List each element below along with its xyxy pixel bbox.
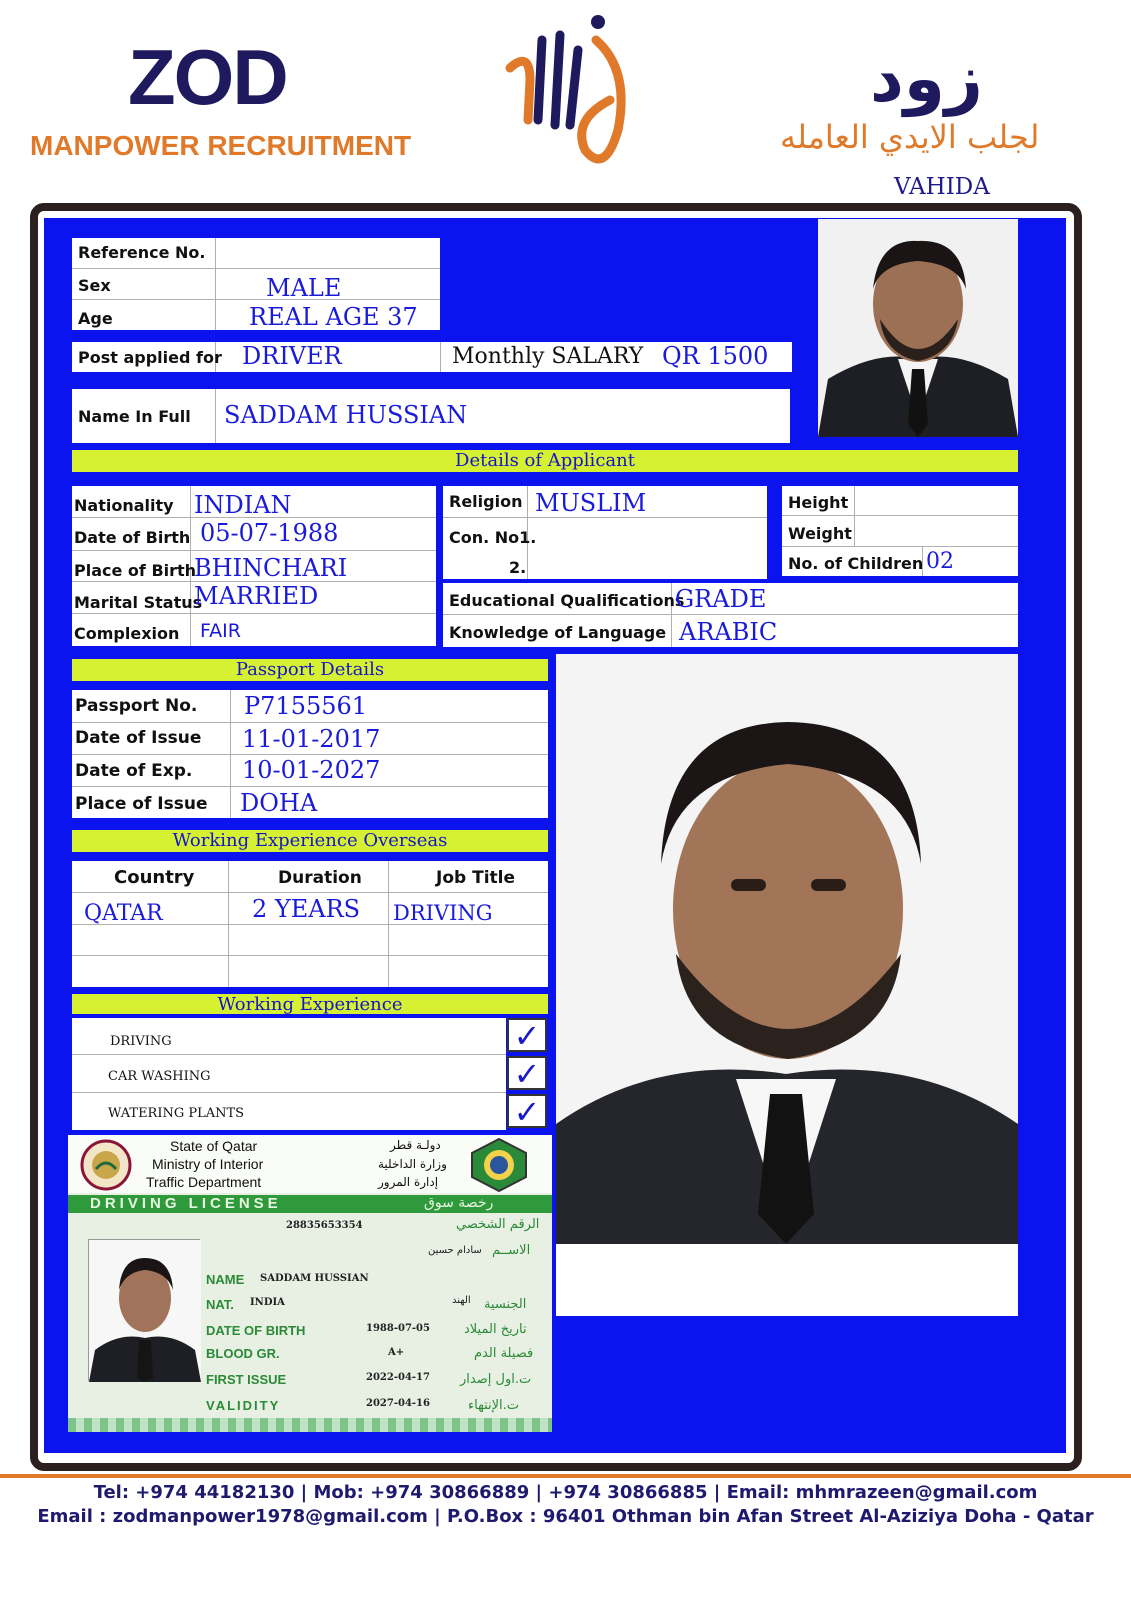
experience-item: CAR WASHING xyxy=(108,1069,211,1084)
passport-place-value: DOHA xyxy=(240,789,318,817)
license-first-label: FIRST ISSUE xyxy=(206,1372,287,1387)
person-icon xyxy=(818,219,1018,437)
license-nat-value: INDIA xyxy=(250,1297,285,1308)
license-dept-en: Traffic Department xyxy=(146,1174,262,1190)
license-banner-en: DRIVING LICENSE xyxy=(90,1195,282,1212)
height-label: Height xyxy=(788,493,849,512)
passport-exp-value: 10-01-2027 xyxy=(242,756,381,784)
language-label: Knowledge of Language xyxy=(449,623,667,642)
education-value: GRADE xyxy=(675,585,767,613)
license-banner-ar: رخصة سوق xyxy=(424,1195,494,1211)
overseas-header-country: Country xyxy=(114,867,195,888)
license-first-value: 2022-04-17 xyxy=(366,1372,430,1383)
children-label: No. of Children xyxy=(788,554,924,573)
license-dob-label: DATE OF BIRTH xyxy=(206,1323,306,1338)
footer-contact-line: Tel: +974 44182130 | Mob: +974 30866889 | +974 30866885 | Email: mhmrazeen@gmail.com xyxy=(93,1482,1038,1503)
footer-address-line: Email : zodmanpower1978@gmail.com | P.O.Box : 96401 Othman bin Afan Street Al-Aziziya Doha - Qatar xyxy=(37,1506,1094,1527)
passport-box xyxy=(72,690,548,818)
language-value: ARABIC xyxy=(679,618,778,646)
contact1-label: Con. No1. xyxy=(449,528,537,547)
marital-label: Marital Status xyxy=(74,593,203,612)
salary-value: QR 1500 xyxy=(662,342,769,370)
license-nat-label: NAT. xyxy=(206,1297,234,1312)
license-state-ar: دولـة قطر xyxy=(390,1138,441,1152)
complexion-label: Complexion xyxy=(74,624,180,643)
brand-title: ZOD xyxy=(128,33,287,121)
experience-item: DRIVING xyxy=(110,1034,172,1049)
overseas-duration: 2 YEARS xyxy=(252,895,361,923)
reference-label: Reference No. xyxy=(78,243,206,262)
applicant-photo-large xyxy=(556,654,1018,1316)
license-nat-ar-value: الهند xyxy=(452,1295,471,1306)
passport-place-label: Place of Issue xyxy=(75,794,208,814)
religion-value: MUSLIM xyxy=(535,489,647,517)
sex-value: MALE xyxy=(266,274,342,302)
license-valid-label: VALIDITY xyxy=(206,1398,281,1413)
salary-label: Monthly SALARY xyxy=(452,344,644,369)
license-valid-ar: ت.الإنتهاء xyxy=(468,1398,520,1413)
name-label: Name In Full xyxy=(78,407,191,426)
license-blood-label: BLOOD GR. xyxy=(206,1346,280,1361)
passport-exp-label: Date of Exp. xyxy=(75,761,193,781)
license-ministry-ar: وزارة الداخلية xyxy=(378,1157,447,1171)
nationality-value: INDIAN xyxy=(194,491,292,519)
post-box xyxy=(72,342,792,372)
nationality-label: Nationality xyxy=(74,496,174,515)
license-pattern-border xyxy=(68,1418,552,1432)
religion-label: Religion xyxy=(449,492,523,511)
license-dept-ar: إدارة المرور xyxy=(378,1175,439,1189)
gcc-emblem-icon xyxy=(468,1137,530,1193)
education-label: Educational Qualifications xyxy=(449,591,685,610)
basic-info-box xyxy=(72,238,440,330)
license-blood-value: A+ xyxy=(388,1347,405,1358)
overseas-table xyxy=(72,861,548,987)
details-religion-box xyxy=(443,486,767,579)
experience-list xyxy=(72,1018,506,1130)
weight-label: Weight xyxy=(788,524,852,543)
company-logo-icon xyxy=(500,10,670,180)
post-label: Post applied for xyxy=(78,348,222,367)
person-icon xyxy=(89,1240,201,1382)
overseas-header-duration: Duration xyxy=(278,868,362,888)
education-box xyxy=(443,583,1018,647)
arabic-brand: زود xyxy=(870,40,983,117)
overseas-job: DRIVING xyxy=(393,901,493,925)
check-icon: ✓ xyxy=(507,1056,547,1090)
dob-value: 05-07-1988 xyxy=(200,519,339,547)
qatar-emblem-icon xyxy=(80,1139,132,1191)
license-valid-value: 2027-04-16 xyxy=(366,1398,430,1409)
license-ministry-en: Ministry of Interior xyxy=(152,1156,264,1172)
marital-value: MARRIED xyxy=(194,582,319,610)
passport-no-label: Passport No. xyxy=(75,696,198,716)
contact2-label: 2. xyxy=(509,558,527,577)
license-nat-ar-label: الجنسية xyxy=(484,1297,527,1312)
overseas-country: QATAR xyxy=(84,901,163,926)
overseas-section-title: Working Experience Overseas xyxy=(72,830,548,852)
license-dob-ar: تاريخ الميلاد xyxy=(464,1322,527,1337)
children-value: 02 xyxy=(926,549,954,574)
passport-section-title: Passport Details xyxy=(72,659,548,681)
driving-license-card xyxy=(68,1135,552,1432)
brand-subtitle: MANPOWER RECRUITMENT xyxy=(30,130,412,161)
passport-issue-label: Date of Issue xyxy=(75,728,202,748)
age-label: Age xyxy=(78,309,113,328)
license-dob-value: 1988-07-05 xyxy=(366,1323,430,1334)
complexion-value: FAIR xyxy=(200,620,241,642)
passport-no-value: P7155561 xyxy=(244,692,368,720)
post-value: DRIVER xyxy=(242,342,342,370)
details-physical-box xyxy=(782,486,1018,576)
experience-item: WATERING PLANTS xyxy=(108,1106,245,1121)
license-name-ar-value: سادام حسين xyxy=(428,1245,482,1256)
license-state-en: State of Qatar xyxy=(170,1138,258,1154)
check-icon: ✓ xyxy=(507,1018,547,1052)
check-icon: ✓ xyxy=(507,1094,547,1128)
license-photo xyxy=(88,1239,200,1381)
person-icon xyxy=(556,654,1018,1316)
sex-label: Sex xyxy=(78,276,111,295)
license-name-value: SADDAM HUSSIAN xyxy=(260,1273,369,1284)
age-value: REAL AGE 37 xyxy=(249,303,418,331)
experience-section-title: Working Experience xyxy=(72,994,548,1014)
agent-name: VAHIDA xyxy=(894,174,990,200)
footer-divider xyxy=(0,1474,1131,1478)
overseas-header-job: Job Title xyxy=(436,868,515,888)
license-name-ar-label: الاســم xyxy=(492,1243,531,1258)
license-first-ar: ت.اول إصدار xyxy=(460,1372,532,1387)
license-id-ar: الرقم الشخصي xyxy=(456,1217,540,1232)
name-box xyxy=(72,389,790,443)
pob-label: Place of Birth xyxy=(74,561,197,580)
dob-label: Date of Birth xyxy=(74,528,191,547)
details-section-title: Details of Applicant xyxy=(72,450,1018,472)
name-value: SADDAM HUSSIAN xyxy=(224,401,468,429)
arabic-subtitle: لجلب الايدي العامله xyxy=(780,118,1040,156)
license-id-number: 28835653354 xyxy=(286,1220,363,1231)
license-name-label: NAME xyxy=(206,1272,245,1287)
details-left-box xyxy=(72,486,436,646)
pob-value: BHINCHARI xyxy=(194,554,348,582)
passport-issue-value: 11-01-2017 xyxy=(242,725,381,753)
applicant-photo-small xyxy=(818,219,1018,437)
license-blood-ar: فصيلة الدم xyxy=(474,1346,534,1361)
